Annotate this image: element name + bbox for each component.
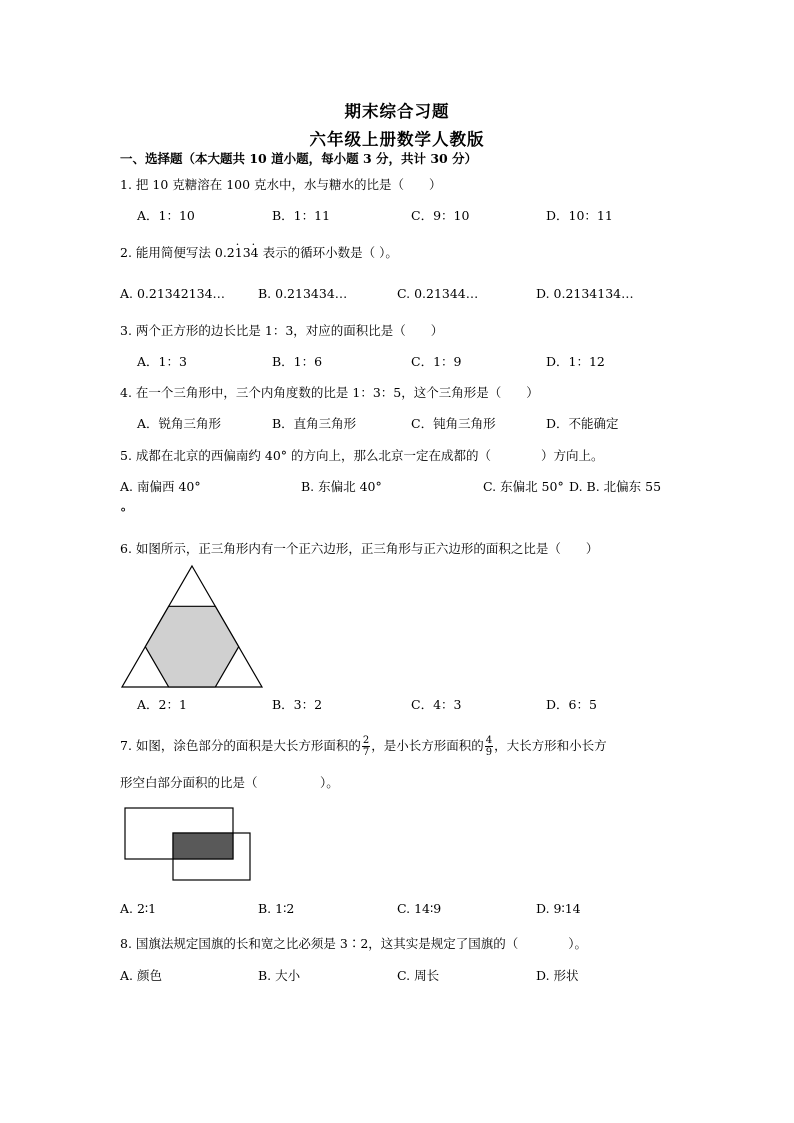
q2-option-c: C. 0.21344… <box>397 286 479 301</box>
q2-repeating-digit-end: · 4 <box>251 245 259 260</box>
q8-option-c: C. 周长 <box>397 968 440 983</box>
q5-option-d: D. B. 北偏东 55 <box>569 479 662 494</box>
q7-fraction-2-denominator: 9 <box>485 747 493 758</box>
q2-option-b: B. 0.213434… <box>258 286 348 301</box>
question-2 <box>120 244 398 262</box>
q7-option-b: B. 1∶2 <box>258 901 295 916</box>
q4-option-a: A．锐角三角形 <box>137 416 222 431</box>
q4-option-b: B．直角三角形 <box>272 416 357 431</box>
q3-option-d: D．1：12 <box>546 354 605 369</box>
q4-option-d: D．不能确定 <box>546 416 619 431</box>
q5-option-c: C. 东偏北 50° <box>483 479 564 494</box>
q2-option-d: D. 0.2134134… <box>536 286 634 301</box>
q7-text-end: ，大长方形和小长方 <box>494 738 607 753</box>
q2-digit: 3 <box>242 245 251 260</box>
q6-option-c: C．4：3 <box>411 697 462 712</box>
q1-option-c: C．9：10 <box>411 208 470 223</box>
q1-option-d: D．10：11 <box>546 208 613 223</box>
document-subtitle: 六年级上册数学人教版 <box>309 130 485 149</box>
q7-fraction-2 <box>485 735 493 758</box>
q7-text-middle: ，是小长方形面积的 <box>371 738 484 753</box>
q3-option-c: C．1：9 <box>411 354 462 369</box>
q5-wrapped-degree: ° <box>120 505 127 520</box>
question-4: 4. 在一个三角形中，三个内角度数的比是 1：3：5，这个三角形是（ ） <box>120 385 539 400</box>
question-7-line-2: 形空白部分面积的比是（ ）。 <box>120 775 339 790</box>
question-5: 5. 成都在北京的西偏南约 40° 的方向上，那么北京一定在成都的（ ）方向上。 <box>120 448 604 463</box>
q8-option-b: B. 大小 <box>258 968 301 983</box>
q8-option-a: A. 颜色 <box>120 968 162 983</box>
q7-option-c: C. 14∶9 <box>397 901 442 916</box>
q7-option-a: A. 2∶1 <box>120 901 157 916</box>
triangle-hexagon-figure <box>118 563 266 690</box>
q7-fraction-1 <box>362 735 370 758</box>
question-8: 8. 国旗法规定国旗的长和宽之比必须是 3∶2，这其实是规定了国旗的（ ）。 <box>120 936 588 951</box>
question-7 <box>120 733 607 759</box>
q3-option-a: A．1：3 <box>137 354 187 369</box>
document-title: 期末综合习题 <box>344 102 450 121</box>
q7-text-start: 7. 如图，涂色部分的面积是大长方形面积的 <box>120 738 361 753</box>
q2-option-a: A. 0.21342134… <box>120 286 226 301</box>
q2-text-end: 表示的循环小数是（ ）。 <box>258 245 398 260</box>
q4-option-c: C．钝角三角形 <box>411 416 496 431</box>
q7-fraction-1-numerator: 2 <box>362 735 370 746</box>
q2-text-start: 2. 能用简便写法 0.2 <box>120 245 235 260</box>
q7-fraction-2-numerator: 4 <box>485 735 493 746</box>
shaded-overlap <box>173 833 233 859</box>
question-3: 3. 两个正方形的边长比是 1：3，对应的面积比是（ ） <box>120 323 444 338</box>
q1-option-a: A．1：10 <box>137 208 195 223</box>
q6-option-d: D．6：5 <box>546 697 597 712</box>
q8-option-d: D. 形状 <box>536 968 579 983</box>
q3-option-b: B．1：6 <box>272 354 323 369</box>
question-6: 6. 如图所示，正三角形内有一个正六边形，正三角形与正六边形的面积之比是（ ） <box>120 541 599 556</box>
q5-option-a: A. 南偏西 40° <box>120 479 201 494</box>
q5-option-b: B. 东偏北 40° <box>301 479 382 494</box>
q7-fraction-1-denominator: 7 <box>362 747 370 758</box>
rectangles-figure <box>122 806 254 884</box>
q2-repeating-digit-start: · 1 <box>235 245 243 260</box>
q6-option-a: A．2：1 <box>137 697 187 712</box>
q1-option-b: B．1：11 <box>272 208 331 223</box>
q6-option-b: B．3：2 <box>272 697 323 712</box>
q7-option-d: D. 9∶14 <box>536 901 581 916</box>
question-1: 1. 把 10 克糖溶在 100 克水中，水与糖水的比是（ ） <box>120 177 442 192</box>
section-heading: 一、选择题（本大题共 10 道小题，每小题 3 分，共计 30 分） <box>120 151 478 166</box>
